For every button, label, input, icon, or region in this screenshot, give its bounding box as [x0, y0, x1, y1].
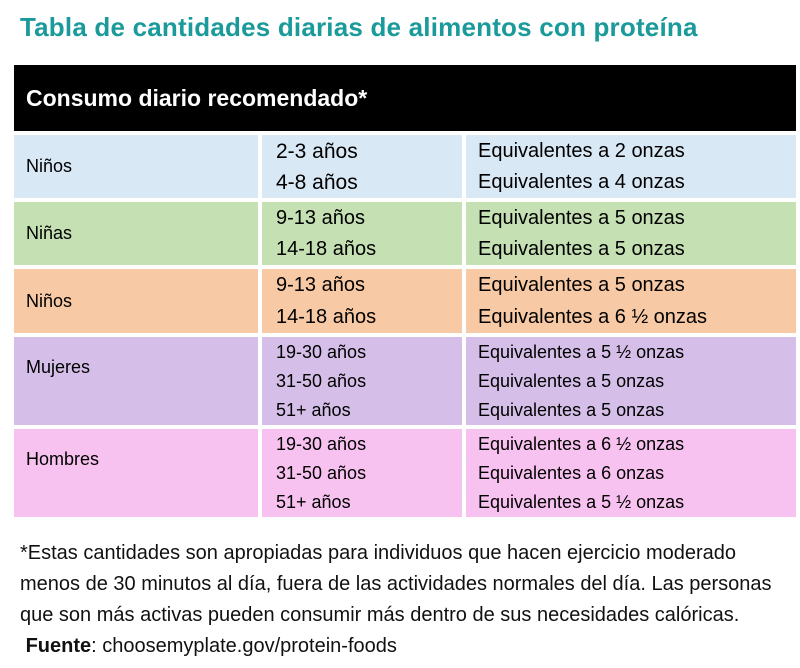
age-range: 9-13 años — [276, 274, 365, 296]
footnote-text: *Estas cantidades son apropiadas para individuos que hacen ejercicio moderado menos de 30 minutos al día, fuera de las actividades normales del día. Las personas que son más activas pueden consumir más dentro de sus necesidades calóricas. — [20, 542, 772, 626]
footnote: *Estas cantidades son apropiadas para individuos que hacen ejercicio moderado menos de 30 minutos al día, fuera de las actividades normales del día. Las personas que son más activas pueden consumir más dentro de sus necesidades calóricas. Fuente: choosemyplate.gov/protein-foods — [20, 542, 772, 657]
age-cell — [262, 202, 462, 265]
amount-value: Equivalentes a 4 onzas — [478, 170, 685, 193]
table-row-ninos-young — [14, 135, 796, 198]
amount-value: Equivalentes a 5 ½ onzas — [478, 341, 685, 362]
age-cell — [262, 337, 462, 425]
group-label: Niños — [14, 269, 258, 333]
amount-cell — [466, 202, 796, 265]
group-label: Mujeres — [14, 337, 258, 425]
amount-value: Equivalentes a 5 ½ onzas — [478, 491, 685, 512]
age-cell — [262, 429, 462, 517]
group-label: Hombres — [14, 429, 258, 517]
amount-value: Equivalentes a 5 onzas — [478, 237, 685, 260]
amount-cell — [466, 429, 796, 517]
age-range: 31-50 años — [276, 370, 367, 391]
age-range: 2-3 años — [276, 139, 358, 163]
age-cell — [262, 135, 462, 198]
amount-cell — [466, 337, 796, 425]
age-range: 14-18 años — [276, 306, 377, 328]
amount-cell — [466, 269, 796, 333]
age-range: 51+ años — [276, 491, 351, 512]
amount-value: Equivalentes a 5 onzas — [478, 370, 665, 391]
group-label: Niños — [14, 135, 258, 198]
age-range: 31-50 años — [276, 462, 367, 483]
age-range: 19-30 años — [276, 433, 367, 454]
age-cell — [262, 269, 462, 333]
table-row-mujeres — [14, 337, 796, 425]
table-row-hombres — [14, 429, 796, 517]
amount-cell — [466, 135, 796, 198]
table-row-ninas — [14, 202, 796, 265]
page-title: Tabla de cantidades diarias de alimentos con proteína — [20, 12, 698, 42]
age-range: 4-8 años — [276, 170, 358, 194]
table-row-ninos-teen — [14, 269, 796, 333]
age-range: 14-18 años — [276, 237, 377, 260]
amount-value: Equivalentes a 5 onzas — [478, 399, 665, 420]
amount-value: Equivalentes a 5 onzas — [478, 274, 685, 296]
age-range: 19-30 años — [276, 341, 367, 362]
group-label: Niñas — [14, 202, 258, 265]
amount-value: Equivalentes a 6 ½ onzas — [478, 433, 685, 454]
amount-value: Equivalentes a 6 onzas — [478, 462, 665, 483]
table-header: Consumo diario recomendado* — [14, 65, 796, 131]
source-link: choosemyplate.gov/protein-foods — [102, 635, 397, 657]
age-range: 9-13 años — [276, 206, 365, 229]
amount-value: Equivalentes a 6 ½ onzas — [478, 306, 708, 328]
protein-table — [14, 65, 796, 517]
source-label: Fuente — [25, 635, 92, 657]
age-range: 51+ años — [276, 399, 351, 420]
amount-value: Equivalentes a 2 onzas — [478, 139, 685, 162]
amount-value: Equivalentes a 5 onzas — [478, 206, 685, 229]
